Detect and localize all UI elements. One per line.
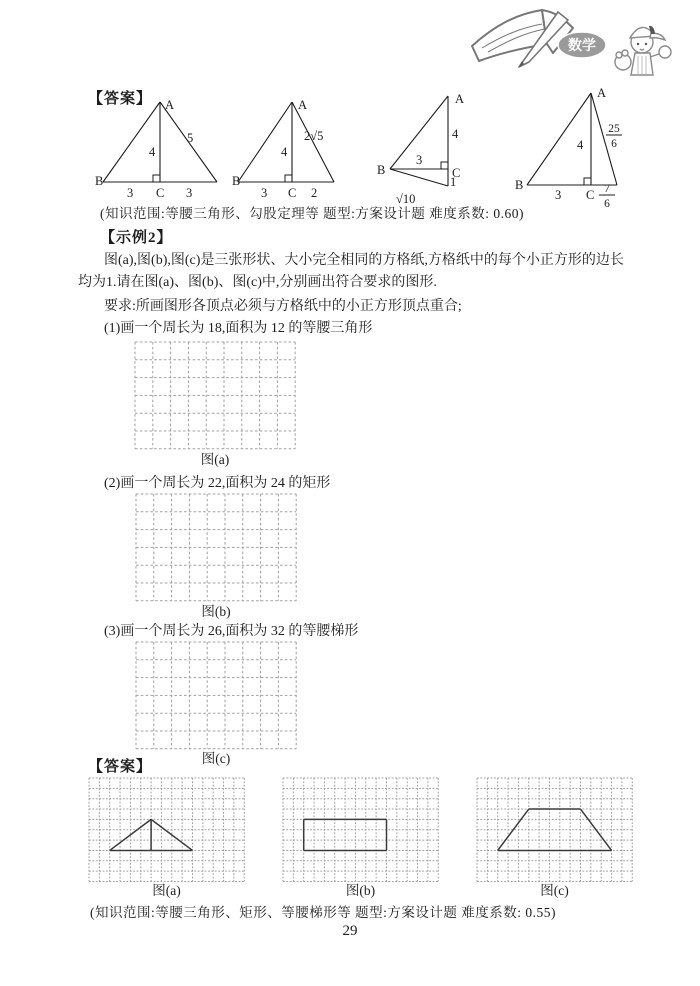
- subject-badge-label: 数学: [568, 39, 596, 54]
- svg-text:B: B: [232, 174, 241, 188]
- svg-text:A: A: [298, 98, 308, 112]
- svg-text:√10: √10: [396, 192, 416, 206]
- answer-figure-triangle-2: [232, 92, 350, 204]
- svg-text:7: 7: [604, 183, 610, 195]
- svg-text:3: 3: [186, 186, 193, 200]
- example-intro-line-2: 均为1.请在图(a)、图(b)、图(c)中,分别画出符合要求的图形.: [78, 275, 437, 290]
- svg-text:4: 4: [281, 145, 288, 159]
- answer-figure-triangle-1: [95, 92, 230, 204]
- practice-grid-c-caption: 图(c): [201, 751, 231, 766]
- item-1-label: (1)画一个周长为 18,面积为 12 的等腰三角形: [104, 321, 373, 336]
- practice-grid-b: [135, 493, 297, 602]
- practice-grid-b-caption: 图(b): [201, 604, 231, 619]
- svg-text:2√5: 2√5: [304, 129, 324, 143]
- practice-grid-a: [134, 341, 296, 450]
- example-intro-line-1: 图(a),图(b),图(c)是三张形状、大小完全相同的方格纸,方格纸中的每个小正方形的边长: [104, 253, 624, 268]
- answer-figure-triangle-3: [376, 86, 484, 210]
- svg-text:C: C: [586, 188, 595, 202]
- svg-text:C: C: [452, 166, 461, 180]
- answer-grid-c-caption: 图(c): [540, 883, 569, 898]
- item-2-label: (2)画一个周长为 22,面积为 24 的矩形: [104, 476, 331, 491]
- example-requirement: 要求:所画图形各顶点必须与方格纸中的小正方形顶点重合;: [104, 299, 462, 314]
- answer-grid-b: [282, 777, 439, 883]
- svg-text:A: A: [165, 98, 175, 112]
- svg-text:C: C: [156, 186, 165, 200]
- answer-heading-1: 【答案】: [88, 91, 153, 107]
- example-heading: 【示例2】: [100, 230, 173, 246]
- svg-text:3: 3: [127, 186, 134, 200]
- svg-text:6: 6: [611, 138, 617, 150]
- svg-text:3: 3: [261, 186, 268, 200]
- svg-text:3: 3: [555, 188, 562, 202]
- svg-text:A: A: [597, 86, 607, 100]
- svg-text:3: 3: [416, 153, 423, 167]
- answer-grid-c: [476, 777, 633, 883]
- answer-grid-a: [88, 777, 245, 883]
- page-number: 29: [342, 923, 358, 939]
- svg-text:2: 2: [311, 186, 318, 200]
- svg-text:4: 4: [577, 138, 584, 152]
- svg-text:4: 4: [452, 127, 459, 141]
- practice-grid-a-caption: 图(a): [200, 452, 230, 467]
- svg-text:25: 25: [608, 123, 620, 135]
- svg-text:5: 5: [187, 131, 194, 145]
- svg-text:A: A: [455, 92, 465, 106]
- subject-badge: [558, 32, 606, 58]
- svg-text:B: B: [515, 178, 524, 192]
- svg-text:B: B: [377, 163, 386, 177]
- knowledge-note-2: (知识范围:等腰三角形、矩形、等腰梯形等 题型:方案设计题 难度系数: 0.55): [90, 905, 556, 920]
- svg-text:C: C: [288, 186, 297, 200]
- knowledge-note-1: (知识范围:等腰三角形、勾股定理等 题型:方案设计题 难度系数: 0.60): [100, 206, 524, 221]
- boy-mascot-icon: [615, 26, 671, 75]
- practice-grid-c: [135, 641, 297, 750]
- item-3-label: (3)画一个周长为 26,面积为 32 的等腰梯形: [104, 624, 359, 639]
- answer-figure-triangle-4: [515, 83, 643, 209]
- math-logo: [452, 0, 696, 86]
- answer-grid-a-caption: 图(a): [152, 883, 181, 898]
- answer-heading-2: 【答案】: [88, 759, 153, 775]
- svg-text:1: 1: [450, 175, 457, 189]
- answer-grid-b-caption: 图(b): [345, 883, 376, 898]
- svg-text:B: B: [95, 174, 104, 188]
- svg-text:4: 4: [149, 145, 156, 159]
- svg-text:6: 6: [604, 198, 610, 210]
